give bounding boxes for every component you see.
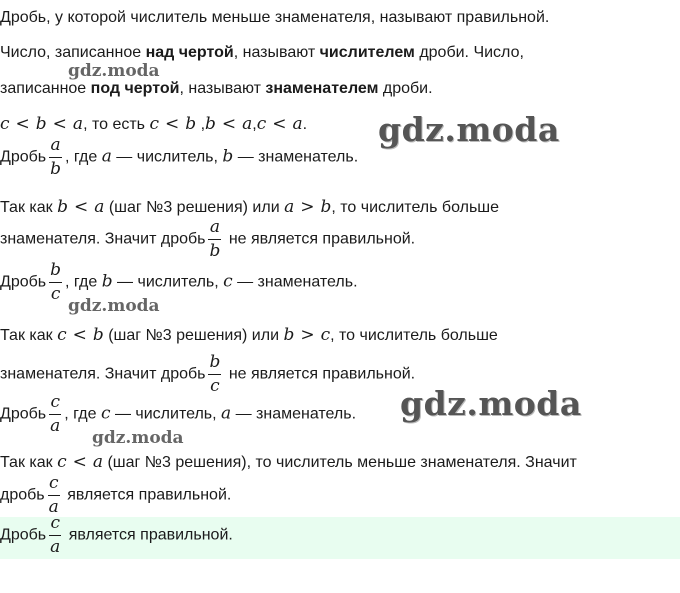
definition-line	[0, 8, 549, 28]
text: записанное	[0, 80, 91, 97]
var: b	[320, 197, 332, 217]
conclusion-line-3	[0, 475, 231, 516]
fraction-bar	[49, 282, 62, 283]
text: дроби.	[378, 80, 433, 97]
text: , то числитель больше	[331, 199, 500, 216]
text: Так как	[0, 199, 58, 216]
text: — знаменатель.	[231, 405, 357, 423]
op: <	[272, 114, 287, 134]
fraction-bc-line	[0, 262, 358, 303]
watermark: gdz.moda	[68, 61, 160, 81]
text: , называют	[233, 44, 320, 61]
fraction-bar	[49, 414, 61, 415]
op: <	[73, 197, 89, 217]
bold-term: знаменателем	[265, 80, 379, 97]
var: a	[292, 114, 303, 134]
var: b	[57, 197, 68, 217]
text: Дробь	[0, 148, 47, 166]
var: c	[57, 325, 67, 345]
fraction-c-a	[49, 515, 61, 556]
var: b	[101, 271, 113, 292]
var: b	[283, 325, 295, 345]
text: — знаменатель.	[233, 148, 359, 166]
text: — числитель,	[110, 405, 222, 423]
text: ,	[252, 116, 257, 133]
text: — числитель,	[112, 273, 224, 291]
numerator: a	[50, 135, 61, 155]
bold-term: числителем	[319, 44, 415, 61]
text: Дробь, у которой числитель меньше знаменателя, называют правильной.	[0, 9, 550, 26]
reason-line-3	[0, 452, 577, 473]
op: <	[15, 114, 30, 134]
text: Так как	[0, 454, 58, 471]
denominator: b	[50, 159, 62, 179]
text: , то числитель больше	[330, 327, 498, 344]
fraction-ab-line	[0, 137, 358, 178]
var: a	[72, 114, 84, 134]
text: , где	[65, 148, 102, 166]
var: c	[320, 325, 331, 345]
fraction-bar	[208, 239, 221, 240]
text: , то есть	[83, 116, 150, 133]
fraction-c-a	[48, 475, 60, 516]
watermark: gdz.moda	[92, 428, 184, 448]
reason-line-1	[0, 197, 499, 218]
fraction-c-a	[49, 394, 61, 435]
text: (шаг №3 решения) или	[103, 327, 284, 344]
op: <	[221, 114, 237, 134]
conclusion-line-1	[0, 219, 415, 260]
var: c	[223, 271, 233, 292]
op: <	[72, 325, 87, 345]
numerator: c	[50, 392, 60, 412]
text: Дробь	[0, 273, 47, 291]
var: a	[94, 197, 105, 217]
var: b	[35, 114, 47, 134]
text: дроби. Число,	[414, 44, 524, 61]
fraction-a-b	[208, 219, 221, 260]
denominator-definition	[0, 79, 433, 99]
op: <	[164, 114, 180, 134]
var: c	[57, 452, 67, 472]
numerator: b	[50, 260, 62, 280]
fraction-bar	[49, 157, 62, 158]
text: (шаг №3 решения) или	[104, 199, 285, 216]
numerator: b	[209, 352, 221, 372]
text: , где	[64, 405, 101, 423]
text: не является правильной.	[224, 365, 416, 383]
denominator: c	[210, 376, 220, 396]
var: c	[0, 114, 10, 134]
text: Так как	[0, 327, 58, 344]
var: a	[221, 403, 232, 424]
watermark: gdz.moda	[378, 110, 560, 149]
var: a	[92, 452, 104, 472]
var: a	[284, 197, 295, 217]
watermark: gdz.moda	[68, 296, 160, 316]
denominator: a	[48, 497, 59, 517]
text: Дробь	[0, 526, 47, 544]
numerator: a	[209, 217, 220, 237]
fraction-b-c	[208, 354, 221, 395]
watermark: gdz.moda	[400, 384, 582, 423]
answer-line	[0, 515, 233, 556]
var: a	[242, 114, 253, 134]
fraction-a-b	[49, 137, 62, 178]
text: — числитель,	[111, 148, 223, 166]
text: является правильной.	[64, 526, 233, 544]
text: (шаг №3 решения), то числитель меньше знаменателя. Значит	[103, 454, 577, 471]
fraction-bar	[208, 374, 221, 375]
var: b	[222, 146, 234, 167]
var: a	[101, 146, 112, 167]
denominator: a	[50, 416, 61, 436]
var: c	[100, 403, 111, 424]
denominator: c	[50, 284, 61, 304]
numerator-definition	[0, 43, 524, 63]
inequality-line: c < b < a, то есть c < b ,b < a,c < a.	[0, 114, 308, 134]
numerator: c	[50, 513, 60, 533]
op: <	[52, 114, 67, 134]
var: c	[149, 114, 159, 134]
reason-line-2	[0, 325, 498, 346]
var: b	[92, 325, 104, 345]
numerator: c	[48, 473, 59, 493]
var: b	[185, 114, 197, 134]
text: ,	[196, 116, 206, 133]
text: , где	[65, 273, 102, 291]
text: является правильной.	[62, 486, 232, 504]
text: не является правильной.	[224, 230, 416, 248]
text: , называют	[179, 80, 266, 97]
text: дробь	[0, 486, 45, 504]
text: знаменателя. Значит дробь	[0, 365, 206, 383]
var: c	[256, 114, 267, 134]
conclusion-line-2	[0, 354, 415, 395]
bold-term: над чертой	[145, 44, 234, 61]
op: <	[72, 452, 87, 472]
denominator: b	[209, 241, 221, 261]
denominator: a	[50, 537, 61, 557]
fraction-b-c	[49, 262, 62, 303]
op: >	[300, 197, 315, 217]
text: знаменателя. Значит дробь	[0, 230, 206, 248]
op: >	[300, 325, 315, 345]
text: Число, записанное	[0, 44, 146, 61]
var: b	[205, 114, 216, 134]
text: — знаменатель.	[232, 273, 358, 291]
text: Дробь	[0, 405, 47, 423]
fraction-bar	[48, 495, 60, 496]
bold-term: под чертой	[90, 80, 180, 97]
fraction-bar	[49, 535, 61, 536]
